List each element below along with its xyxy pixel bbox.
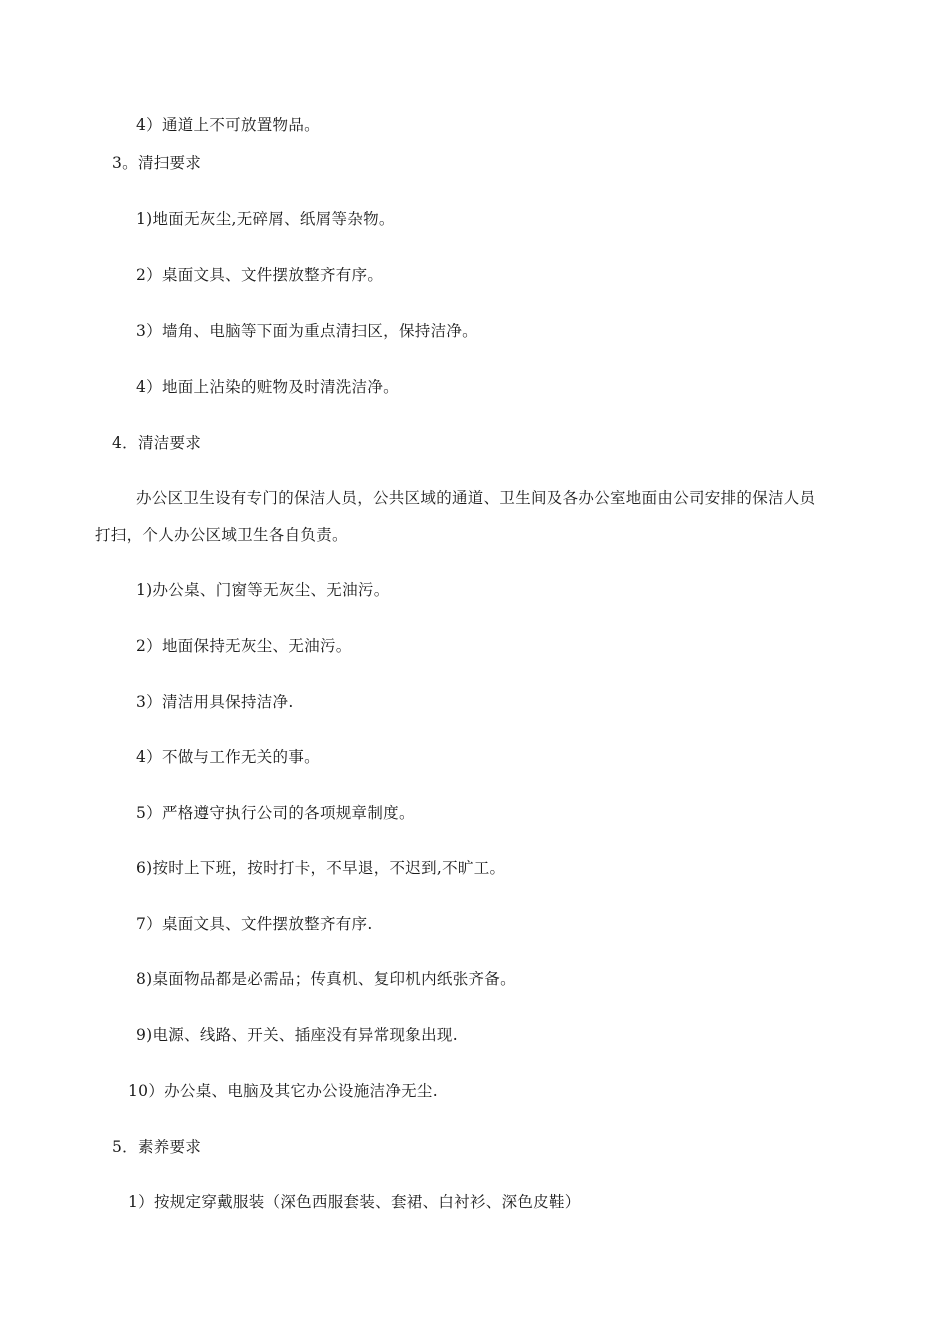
list-item: 2）桌面文具、文件摆放整齐有序。 bbox=[136, 266, 384, 284]
list-item: 8)桌面物品都是必需品；传真机、复印机内纸张齐备。 bbox=[136, 970, 516, 988]
paragraph-line: 办公区卫生设有专门的保洁人员，公共区域的通道、卫生间及各办公室地面由公司安排的保洁人员 bbox=[136, 489, 816, 507]
section-heading: 3。清扫要求 bbox=[112, 154, 202, 172]
list-item: 5）严格遵守执行公司的各项规章制度。 bbox=[136, 804, 415, 822]
list-item: 1)地面无灰尘,无碎屑、纸屑等杂物。 bbox=[136, 210, 395, 228]
list-item: 2）地面保持无灰尘、无油污。 bbox=[136, 637, 352, 655]
list-item: 3）清洁用具保持洁净. bbox=[136, 693, 294, 711]
paragraph-line: 打扫，个人办公区域卫生各自负责。 bbox=[95, 526, 348, 544]
section-heading: 4．清洁要求 bbox=[112, 434, 202, 452]
list-item: 1)办公桌、门窗等无灰尘、无油污。 bbox=[136, 581, 390, 599]
list-item: 4）不做与工作无关的事。 bbox=[136, 748, 320, 766]
list-item: 10）办公桌、电脑及其它办公设施洁净无尘. bbox=[128, 1082, 438, 1100]
list-item: 3）墙角、电脑等下面为重点清扫区，保持洁净。 bbox=[136, 322, 478, 340]
section-heading: 5．素养要求 bbox=[112, 1138, 202, 1156]
list-item: 7）桌面文具、文件摆放整齐有序. bbox=[136, 915, 373, 933]
list-item: 4）地面上沾染的赃物及时清洗洁净。 bbox=[136, 378, 399, 396]
list-item: 6)按时上下班，按时打卡，不早退，不迟到,不旷工。 bbox=[136, 859, 506, 877]
list-item: 9)电源、线路、开关、插座没有异常现象出现. bbox=[136, 1026, 458, 1044]
list-item: 4）通道上不可放置物品。 bbox=[136, 116, 320, 134]
list-item: 1）按规定穿戴服装（深色西服套装、套裙、白衬衫、深色皮鞋） bbox=[128, 1193, 581, 1211]
